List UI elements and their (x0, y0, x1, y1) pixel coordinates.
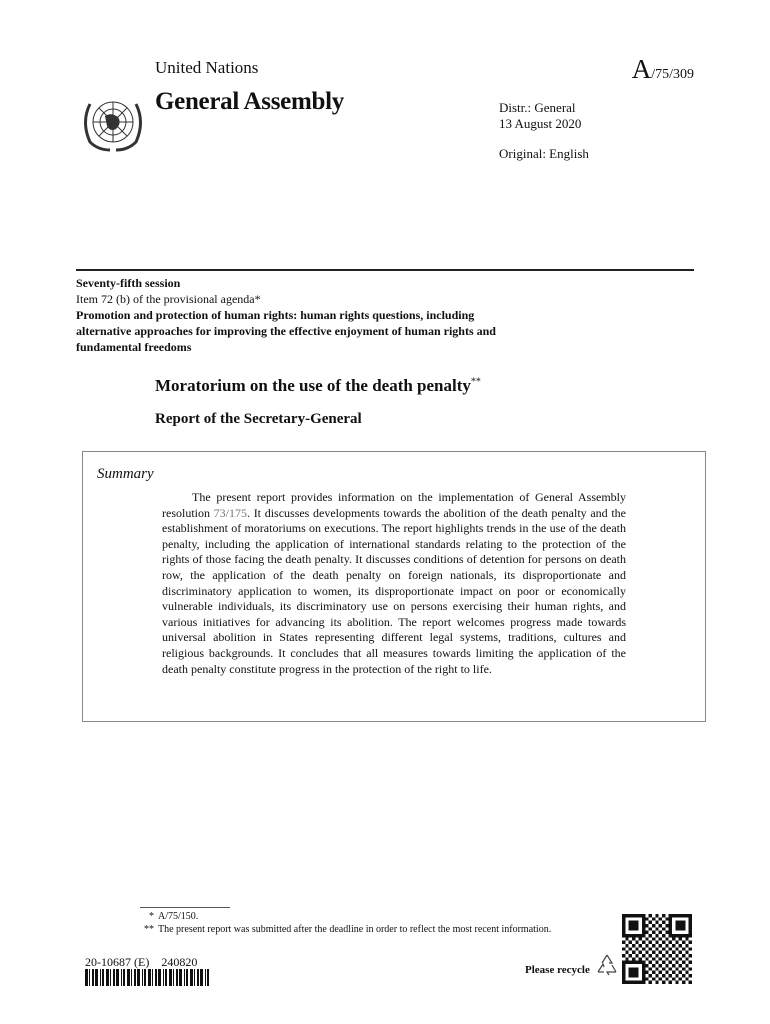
distribution: Distr.: General (499, 100, 576, 115)
title-footnote-mark: ** (470, 376, 481, 388)
document-title-text: Moratorium on the use of the death penalty (155, 376, 471, 395)
summary-text (162, 490, 626, 677)
date: 13 August 2020 (499, 116, 582, 131)
footnote (138, 911, 578, 924)
summary-text-start: The present report provides information on the implementation of General Assembly resolution (162, 490, 626, 520)
footnote (138, 924, 578, 937)
job-number: 20-10687 (E) 240820 (85, 955, 198, 969)
footnote-mark: * (149, 911, 154, 922)
footnotes (138, 911, 578, 936)
original-language: Original: English (499, 146, 589, 161)
session: Seventy-fifth session (76, 276, 181, 290)
recycle-icon (594, 952, 620, 978)
distribution-block (499, 100, 581, 132)
footnote-mark: ** (144, 923, 154, 935)
resolution-link[interactable]: 73/175 (213, 505, 248, 520)
document-symbol-letter: A (631, 54, 652, 84)
document-title (155, 376, 481, 396)
please-recycle-label: Please recycle (525, 964, 590, 976)
summary-text-end: . It discusses developments towards the abolition of the death penalty and the establishment of moratoriums on executions. The report highlights trends in the use of the death penalty, including the application of international standards relating to the protection of the rights of those facing the death penalty. It discusses conditions of detention for persons on death row, the application of the death penalty on foreign nationals, its disproportionate and discriminatory application to women, its disproportionate impact on poor or economically vulnerable individuals, its discriminatory use on persons exercising their human rights, and various initiatives for advancing its abolition. The report welcomes progress made towards universal abolition in States representing different legal systems, traditions, cultures and religious backgrounds. It concludes that all measures towards limiting the application of the death penalty constitute progress in the protection of the right to life. (162, 505, 626, 676)
document-symbol-number: /75/309 (651, 67, 694, 82)
organization-name: United Nations (155, 58, 259, 77)
footnote-rule (140, 907, 230, 908)
footnote-text: A/75/150. (158, 911, 199, 922)
body-name: General Assembly (155, 88, 344, 115)
un-emblem-icon (78, 92, 148, 154)
header-rule (76, 269, 694, 271)
agenda-block (76, 275, 506, 355)
footnote-text: The present report was submitted after the deadline in order to reflect the most recent information. (158, 923, 552, 935)
agenda-item-title: Promotion and protection of human rights: human rights questions, including alternative approaches for improving the effective enjoyment of human rights and fundamental freedoms (76, 308, 496, 354)
document-subtitle: Report of the Secretary-General (155, 411, 362, 427)
qr-code-icon (622, 914, 692, 984)
agenda-item: Item 72 (b) of the provisional agenda* (76, 292, 261, 306)
summary-heading: Summary (97, 466, 154, 482)
barcode-icon (85, 969, 209, 986)
document-symbol (632, 54, 694, 85)
